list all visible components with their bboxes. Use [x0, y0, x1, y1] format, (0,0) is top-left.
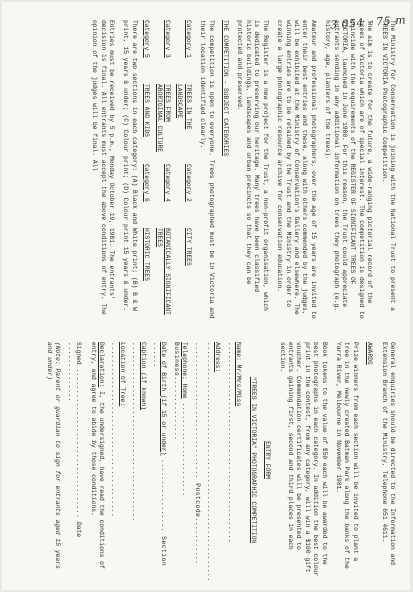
subject-paragraph-2: There are two sections in each category: (A) Black and White print; (B) B & W print, 15 years & under; (C) Colour print; (D) Colour print 15 years & under.	[122, 20, 138, 311]
form-field-location[interactable]	[109, 342, 126, 578]
date-label: Date	[75, 522, 83, 538]
category-key: Category 6	[143, 164, 151, 202]
field-label: Telephone: Home	[181, 342, 189, 399]
field-label: Caption (if known)	[139, 342, 147, 411]
subject-paragraph-3: Entries must be received by 5 p.m., Monday October 19, 1981. The entrants' decision is final. All entrants must accept the above conditions of entry. The opinion of the judges will be final. All	[91, 20, 116, 315]
declaration	[88, 342, 105, 578]
field-label: Name: Mr/Mrs/Miss	[235, 342, 243, 407]
field-blank[interactable]: ................................ Postcode...........	[193, 342, 201, 565]
intro-paragraph-1: The Ministry for Conservation is joining with the National Trust to present a TREES IN VICTORIA Photographic Competition.	[380, 20, 396, 311]
signed-blank[interactable]: ...................................	[75, 368, 83, 519]
category-row	[142, 20, 150, 320]
category-key: Category 5	[143, 20, 151, 58]
signed-label: Signed	[75, 342, 83, 365]
category-list	[142, 20, 192, 320]
rotated-document	[2, 2, 410, 590]
left-column	[84, 20, 396, 320]
enquiries-paragraph: General enquiries should be directed to the Information and Extension Branch of the Ministry, Telephone 651 4611.	[380, 342, 396, 565]
awards-paragraph-2: Book tokens to the value of $50 each will be awarded to the best photographs in each category. In addition the best colour print in the contest, from any category, will win a $100 gift voucher. Commendation certificates will be presented to entrants gaining first, second and third places in each section.	[278, 342, 328, 577]
category-row	[175, 20, 192, 320]
guardian-note: (Note: Parent or guardian to sign for entrants aged 15 years and under)	[46, 342, 62, 569]
category-name: TREES AND KIDS	[143, 84, 151, 137]
category-key: Category 1	[184, 20, 192, 58]
field-blank[interactable]: ...................... Business...............	[172, 342, 189, 497]
field-label: Address:	[214, 342, 222, 373]
entry-form-subheading: "TREES IN VICTORIA" PHOTOGRAPHIC COMPETITION	[249, 376, 257, 544]
field-blank[interactable]: ...............................................	[226, 342, 234, 544]
field-blank[interactable]: .........................................	[110, 342, 118, 518]
category-key: Category 3	[164, 20, 172, 58]
category-name: HISTORIC TREES	[143, 228, 151, 281]
category-name: BOTANICALLY SIGNIFICANT TREES	[155, 228, 172, 315]
intro-paragraph-3: Amateur and professional photographers, over the age of 15 years are invited to enter their best entries and these, along with others commended by the judges, will be exhibited at the Ministry of Conservation's Gallery and elsewhere. The winning entries are to be retained by the Trust and the Ministry in order to create a large photographic resource archive for conservation education.	[276, 20, 317, 319]
field-label: Location of Tree:	[118, 342, 126, 407]
category-row	[154, 20, 171, 320]
intro-paragraph-2: The aim is to create for the future, a wide-ranging pictorial record of the trees of Victoria which are of special interest. The competition is designed to coincide with the requirements of the REGISTER OF SIGNIFICANT TREES OF VICTORIA, launched in June 1980. For this reason, the Trust could appreciate entrants sending in any additional information on trees they photograph (e.g. history, age, planters of the trees).	[324, 20, 374, 319]
form-field-address[interactable]	[205, 342, 222, 582]
intro-paragraph-4: The Register is a new project for the Trust, a non-profit organisation, which is dedicated to preserving our heritage. Many trees have been classified historic buildings, landscapes and urban precincts so that they can be protected and preserved.	[236, 20, 269, 311]
category-key: Category 4	[164, 164, 172, 202]
declaration-text: I, the undersigned, have read the conditions of entry, and agree to abide by those conditions.	[89, 342, 106, 569]
subject-heading: THE COMPETITION - SUBJECT CATEGORIES	[222, 20, 230, 157]
field-label: Date of Birth (if 15 or under)	[160, 342, 168, 456]
form-field-caption[interactable]	[130, 342, 147, 578]
category-name: TREES IN THE LANDSCAPE	[176, 84, 192, 130]
field-blank[interactable]: ................. Section ......	[152, 342, 168, 567]
entry-form-heading: ENTRY FORM	[264, 441, 272, 479]
category-key: Category 2	[184, 164, 192, 202]
awards-paragraph-1: Prize winners from each section will be invited to plant a tree in the newly created Batman Park along the banks of the Yarra River, Melbourne in November 1981.	[334, 342, 359, 569]
scanned-page	[2, 2, 410, 590]
form-field-name[interactable]	[226, 342, 243, 578]
handwritten-reference-number: 3 054 - 75 m	[329, 13, 407, 32]
subject-paragraph-1: The competition is open to everyone. Trees photographed must be in Victoria and their location identified clearly.	[199, 20, 215, 319]
date-blank[interactable]: ..............	[66, 342, 74, 402]
form-field-date-of-birth[interactable]	[151, 342, 168, 578]
field-blank[interactable]: ..........................................	[131, 342, 139, 522]
right-column	[39, 342, 396, 582]
field-blank[interactable]: ........................................................	[206, 342, 214, 582]
category-name: CITY TREES	[184, 228, 192, 266]
awards-heading: AWARDS	[366, 342, 374, 365]
category-name: TREES FROM ABORIGINAL CULTURE	[155, 84, 172, 153]
declaration-label: Declaration:	[98, 342, 106, 388]
form-field-telephone[interactable]	[171, 342, 188, 578]
form-field-postcode[interactable]	[192, 342, 200, 578]
signature-row[interactable]	[65, 342, 82, 578]
